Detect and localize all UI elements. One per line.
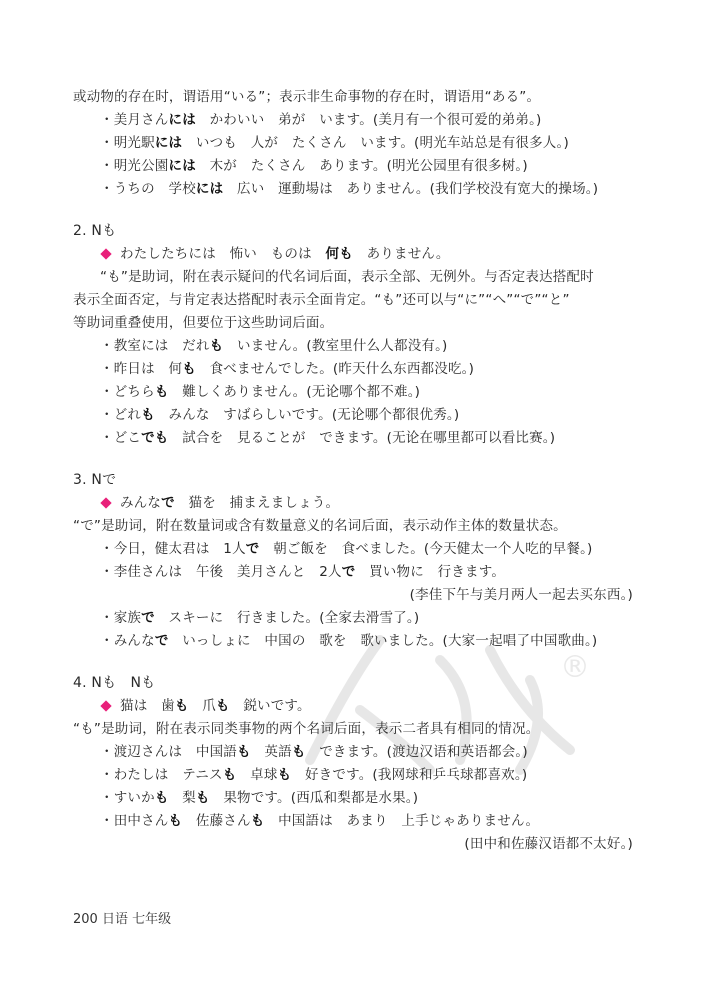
text-segment: ・今日，健太君は 1人 <box>100 541 246 557</box>
pink-diamond-bullet-icon <box>100 700 111 711</box>
text-line <box>73 515 633 538</box>
text-segment: 佐藤さん <box>182 813 251 829</box>
text-segment: 中国語は あまり 上手じゃありません。 <box>264 813 540 829</box>
text-segment: 鋭いです。 <box>229 698 311 714</box>
text-segment: 試合を 見ることが できます。(无论在哪里都可以看比赛。) <box>168 430 556 446</box>
highlighted-particle: も <box>250 813 265 829</box>
section-heading <box>73 469 633 492</box>
text-segment: 卓球 <box>236 767 278 783</box>
pink-diamond-bullet-icon <box>100 497 111 508</box>
highlighted-particle: も <box>195 790 210 806</box>
example-sentence <box>73 335 633 358</box>
highlighted-particle: も <box>209 338 224 354</box>
text-segment: ありません。 <box>352 246 450 262</box>
highlighted-particle: 何も <box>325 246 353 262</box>
text-segment: ・どちら <box>100 384 155 400</box>
text-segment: ・みんな <box>100 633 155 649</box>
text-segment: (李佳下午与美月两人一起去买东西。) <box>409 587 633 603</box>
example-sentence <box>73 630 633 653</box>
highlighted-particle: で <box>161 495 175 511</box>
text-segment: ・教室には だれ <box>100 338 210 354</box>
text-line <box>73 718 633 741</box>
example-sentence <box>73 561 633 584</box>
highlighted-particle: には <box>195 181 224 197</box>
highlighted-particle: も <box>237 744 251 760</box>
text-segment: スキーに 行きました。(全家去滑雪了。) <box>154 610 420 626</box>
text-segment: 木が たくさん あります。(明光公园里有很多树。) <box>195 158 528 174</box>
key-example-sentence <box>73 492 633 515</box>
text-segment: ・どれ <box>100 407 142 423</box>
page-number: 200 <box>73 912 98 927</box>
example-sentence <box>73 427 633 450</box>
highlighted-particle: も <box>141 407 155 423</box>
text-segment: 朝ご飯を 食べました。(今天健太一个人吃的早餐。) <box>259 541 593 557</box>
text-segment: いつも 人が たくさん います。(明光车站总是有很多人。) <box>182 135 569 151</box>
highlighted-particle: で <box>341 564 356 580</box>
highlighted-particle: には <box>154 135 183 151</box>
text-line <box>73 289 633 312</box>
highlighted-particle: でも <box>141 430 169 446</box>
text-segment: “も”是助词，附在表示同类事物的两个名词后面，表示二者具有相同的情况。 <box>73 721 540 737</box>
text-segment: ・明光公園 <box>100 158 169 174</box>
text-segment: いっしょに 中国の 歌を 歌いました。(大家一起唱了中国歌曲。) <box>168 633 598 649</box>
text-segment: 広い 運動場は ありません。(我们学校没有宽大的操场。) <box>223 181 599 197</box>
text-segment: ・昨日は 何 <box>100 361 183 377</box>
pink-diamond-bullet-icon <box>100 248 111 259</box>
page-footer <box>73 908 171 927</box>
text-segment: 2. Nも <box>73 223 117 239</box>
highlighted-particle: で <box>154 633 169 649</box>
highlighted-particle: も <box>154 384 169 400</box>
book-title: 日语 七年级 <box>101 912 172 927</box>
text-segment: みんな <box>120 495 162 511</box>
text-segment: (田中和佐藤汉语都不太好。) <box>464 836 633 852</box>
text-segment: 4. Nも Nも <box>73 675 156 691</box>
text-segment: “も”是助词，附在表示疑问的代名词后面，表示全部、无例外。与否定表达搭配时 <box>100 269 594 285</box>
text-line <box>73 584 633 607</box>
highlighted-particle: も <box>154 790 169 806</box>
highlighted-particle: には <box>168 112 196 128</box>
text-segment: 猫を 捕まえましょう。 <box>174 495 340 511</box>
text-segment: 好きです。(我网球和乒乓球都喜欢。) <box>291 767 528 783</box>
section-heading <box>73 220 633 243</box>
text-segment: 買い物に 行きます。 <box>355 564 506 580</box>
highlighted-particle: も <box>174 698 189 714</box>
text-segment: ・渡辺さんは 中国語 <box>100 744 237 760</box>
example-sentence <box>73 607 633 630</box>
highlighted-particle: も <box>215 698 230 714</box>
example-sentence <box>73 132 633 155</box>
highlighted-particle: も <box>222 767 237 783</box>
text-segment: みんな すばらしいです。(无论哪个都很优秀。) <box>154 407 460 423</box>
example-sentence <box>73 404 633 427</box>
example-sentence <box>73 155 633 178</box>
example-sentence <box>73 358 633 381</box>
example-sentence <box>73 787 633 810</box>
text-line <box>73 86 633 109</box>
text-segment: 食べませんでした。(昨天什么东西都没吃。) <box>195 361 475 377</box>
text-line <box>73 312 633 335</box>
text-segment: 等助词重叠使用，但要位于这些助词后面。 <box>73 315 334 331</box>
text-segment: ・わたしは テニス <box>100 767 223 783</box>
highlighted-particle: も <box>291 744 306 760</box>
text-segment: かわいい 弟が います。(美月有一个很可爱的弟弟。) <box>195 112 542 128</box>
text-segment: ・どこ <box>100 430 142 446</box>
highlighted-particle: も <box>277 767 292 783</box>
example-sentence <box>73 178 633 201</box>
text-segment: 表示全面否定，与肯定表达搭配时表示全面肯定。“も”还可以与“に”“へ”“で”“と” <box>73 292 570 308</box>
text-segment: 梨 <box>168 790 196 806</box>
text-segment: ・家族 <box>100 610 142 626</box>
section-heading <box>73 672 633 695</box>
text-segment: ・明光駅 <box>100 135 155 151</box>
text-segment: 英語 <box>250 744 292 760</box>
example-sentence <box>73 741 633 764</box>
text-segment: いません。(教室里什么人都没有。) <box>223 338 448 354</box>
highlighted-particle: で <box>141 610 155 626</box>
highlighted-particle: で <box>245 541 260 557</box>
text-segment: 猫は 歯 <box>120 698 175 714</box>
text-line <box>73 833 633 856</box>
example-sentence <box>73 810 633 833</box>
example-sentence <box>73 764 633 787</box>
example-sentence <box>73 109 633 132</box>
text-segment: わたしたちには 怖い ものは <box>120 246 326 262</box>
text-segment: 難しくありません。(无论哪个都不难。) <box>168 384 421 400</box>
text-segment: ・李佳さんは 午後 美月さんと 2人 <box>100 564 342 580</box>
key-example-sentence <box>73 243 633 266</box>
text-segment: ・うちの 学校 <box>100 181 196 197</box>
text-segment: できます。(渡边汉语和英语都会。) <box>305 744 528 760</box>
text-segment: “で”是助词，附在数量词或含有数量意义的名词后面，表示动作主体的数量状态。 <box>73 518 567 534</box>
registered-mark: ® <box>560 650 590 685</box>
text-segment: ・田中さん <box>100 813 169 829</box>
text-segment: 或动物的存在时，谓语用“いる”；表示非生命事物的存在时，谓语用“ある”。 <box>73 89 541 105</box>
text-segment: ・すいか <box>100 790 155 806</box>
key-example-sentence <box>73 695 633 718</box>
highlighted-particle: も <box>168 813 183 829</box>
text-segment: 爪 <box>188 698 216 714</box>
example-sentence <box>73 381 633 404</box>
highlighted-particle: も <box>182 361 196 377</box>
text-segment: 果物です。(西瓜和梨都是水果。) <box>209 790 419 806</box>
document-body <box>73 86 633 856</box>
text-line <box>73 266 633 289</box>
highlighted-particle: には <box>168 158 196 174</box>
text-segment: ・美月さん <box>100 112 169 128</box>
text-segment: 3. Nで <box>73 472 117 488</box>
example-sentence <box>73 538 633 561</box>
